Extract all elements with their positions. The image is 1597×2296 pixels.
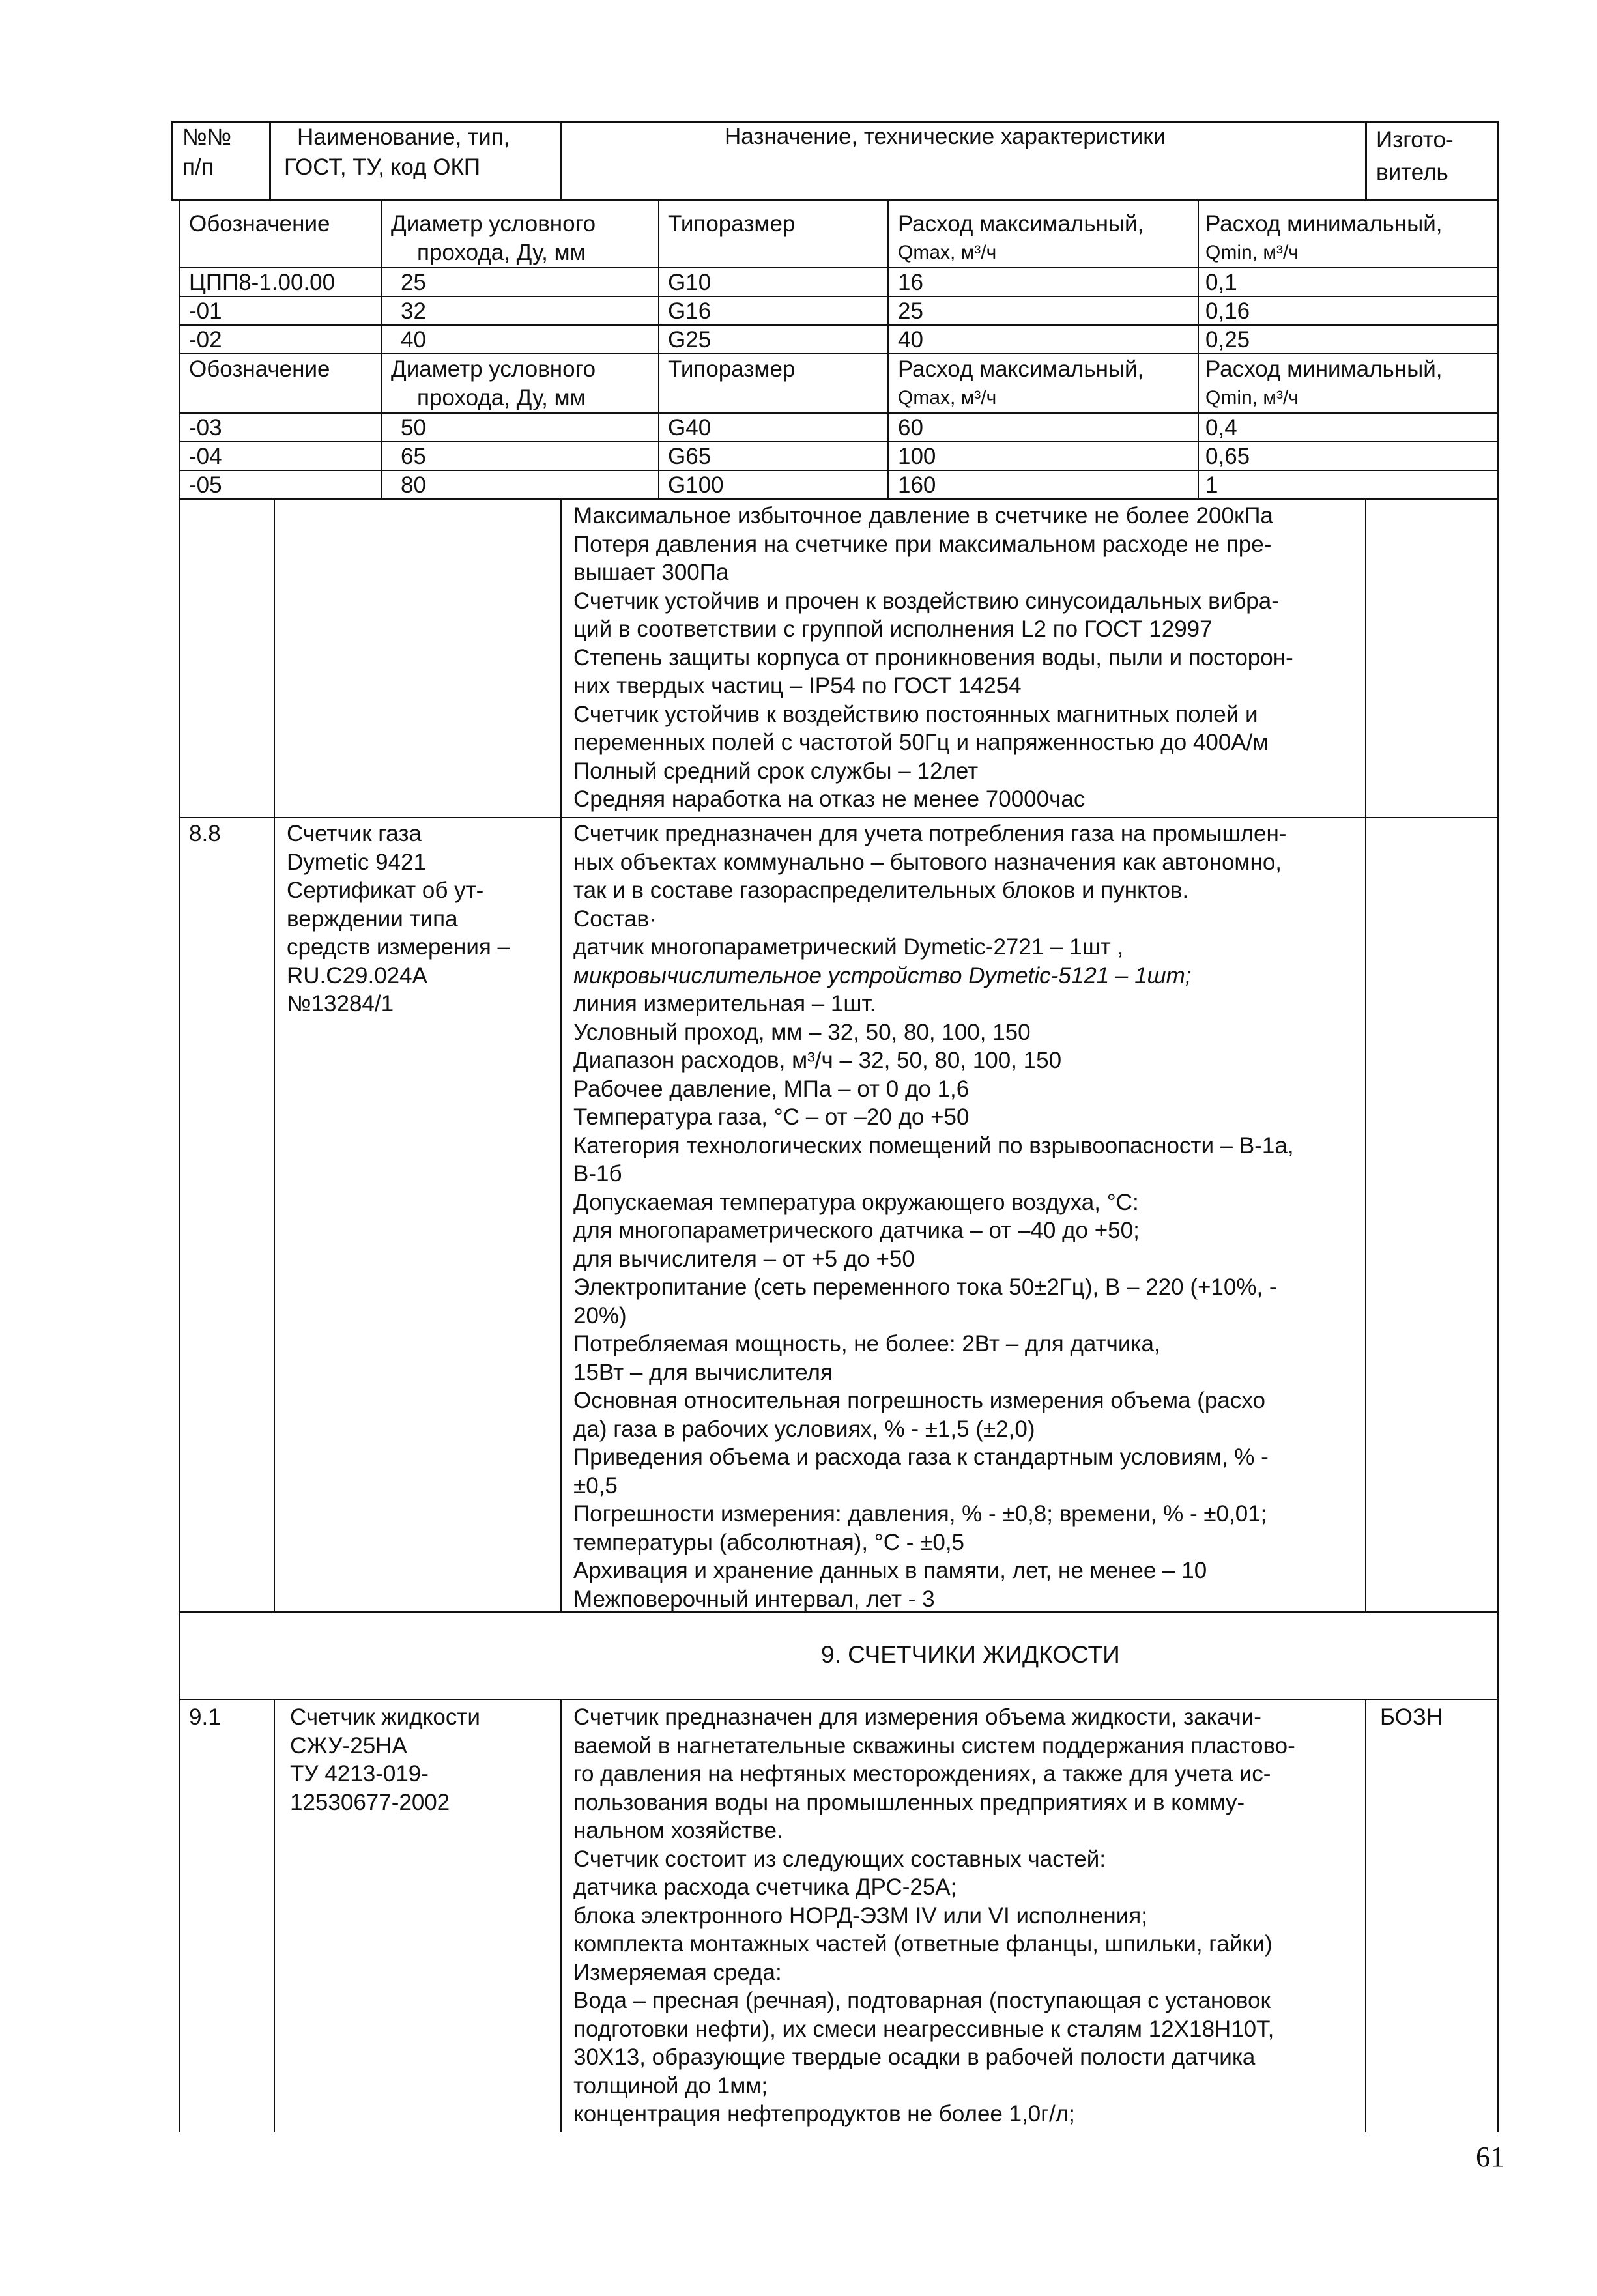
item-num: 9.1 (189, 1704, 221, 1730)
spec-head2-size: Типоразмер (668, 356, 796, 382)
item-description: Счетчик предназначен для учета потребления газа на промышлен- ных объектах коммунально – бытового назначения как автономно, так и в составе газораспределительных блоков и пунктов. Состав· датчик многопараметрический Dymetic-2721 – 1шт , микровычислительное устройство Dymetic-5121 – 1шт; линия измерительная – 1шт. Условный проход, мм – 32, 50, 80, 100, 150 Диапазон расходов, м³/ч – 32, 50, 80, 100, 150 Рабочее давление, МПа – от 0 до 1,6 Температура газа, °С – от –20 до +50 Категория технологических помещений по взрывоопасности – В-1а, В-1б Допускаемая температура окружающего воздуха, °С: для многопараметрического датчика – от –40 до +50; для вычислителя – от +5 до +50 Электропитание (сеть переменного тока 50±2Гц), В – 220 (+10%, - 20%) Потребляемая мощность, не более: 2Вт – для датчика, 15Вт – для вычислителя Основная относительная погрешность измерения объема (расхо да) газа в рабочих условиях, % - ±1,5 (±2,0) Приведения объема и расхода газа к стандартным условиям, % - ±0,5 Погрешности измерения: давления, % - ±0,8; времени, % - ±0,01; температуры (абсолютная), °С - ±0,5 Архивация и хранение данных в памяти, лет, не менее – 10 Межповерочный интервал, лет - 3 (573, 821, 1294, 1612)
spec-head1-qmin: Расход минимальный, Qmin, м³/ч (1205, 211, 1443, 263)
spec-head2-qmin: Расход минимальный, Qmin, м³/ч (1205, 356, 1443, 409)
header-maker: Изгото- витель (1376, 127, 1454, 185)
section-heading: 9. СЧЕТЧИКИ ЖИДКОСТИ (821, 1641, 1120, 1668)
spec-head2-designation: Обозначение (189, 356, 330, 382)
item-description: Счетчик предназначен для измерения объема жидкости, закачи- ваемой в нагнетательные скважины систем поддержания пластово- го давления на нефтяных месторождениях, а также для учета ис- пользования воды на промышленных предприятиях и в комму- нальном хозяйстве. Счетчик состоит из следующих составных частей: датчика расхода счетчика ДРС-25А; блока электронного НОРД-ЭЗМ IV или VI исполнения; комплекта монтажных частей (ответные фланцы, шпильки, гайки) Измеряемая среда: Вода – пресная (речная), подтоварная (поступающая с установок подготовки нефти), их смеси неагрессивные к сталям 12Х18Н10Т, 30Х13, образующие твердые осадки в рабочей полости датчика толщиной до 1мм; концентрация нефтепродуктов не более 1,0г/л; (573, 1704, 1295, 2127)
item-num: 8.8 (189, 821, 221, 846)
item-maker: БОЗН (1380, 1704, 1443, 1730)
page-number: 61 (1476, 2141, 1504, 2173)
header-purpose: Назначение, технические характеристики (725, 124, 1166, 149)
spec-head1-diameter: Диаметр условного прохода, Ду, мм (391, 211, 596, 265)
continuation-text: Максимальное избыточное давление в счетчике не более 200кПа Потеря давления на счетчике при максимальном расходе не пре- вышает 300Па Счетчик устойчив и прочен к воздействию синусоидальных вибра- ций в соответствии с группой исполнения L2 по ГОСТ 12997 Степень защиты корпуса от проникновения воды, пыли и посторон- них твердых частиц – IP54 по ГОСТ 14254 Счетчик устойчив к воздействию постоянных магнитных полей и переменных полей с частотой 50Гц и напряженностью до 400А/м Полный средний срок службы – 12лет Средняя наработка на отказ не менее 70000час (573, 503, 1293, 812)
spec-head2-diameter: Диаметр условного прохода, Ду, мм (391, 356, 596, 410)
item-name: Счетчик газа Dymetic 9421 Сертификат об ут- верждении типа средств измерения – RU.C29.024A №13284/1 (287, 821, 511, 1016)
header-name: Наименование, тип, ГОСТ, ТУ, код ОКП (284, 124, 510, 180)
spec-head1-designation: Обозначение (189, 211, 330, 237)
item-name: Счетчик жидкости СЖУ-25НА ТУ 4213-019- 12530677-2002 (290, 1704, 480, 1815)
header-num: №№ п/п (182, 124, 232, 180)
spec-head1-qmax: Расход максимальный, Qmax, м³/ч (898, 211, 1144, 263)
spec-head2-qmax: Расход максимальный, Qmax, м³/ч (898, 356, 1144, 409)
spec-head1-size: Типоразмер (668, 211, 796, 237)
